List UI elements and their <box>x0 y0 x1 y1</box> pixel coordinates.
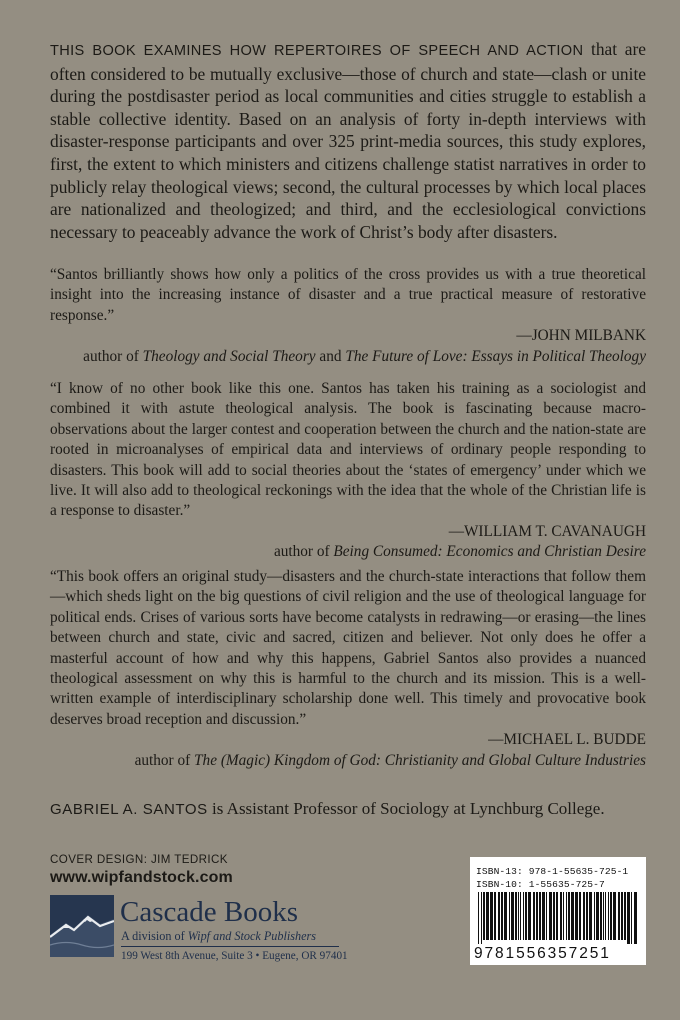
barcode-bar <box>518 892 519 940</box>
endorser-role <box>50 542 646 562</box>
endorser-name: —WILLIAM T. CAVANAUGH <box>448 522 646 540</box>
barcode-bar <box>542 892 545 940</box>
barcode-bar <box>624 892 626 940</box>
barcode-bar <box>498 892 500 940</box>
barcode-bar <box>525 892 527 940</box>
division-prefix: A division of <box>121 929 188 943</box>
barcode-bar <box>509 892 510 940</box>
role-prefix: author of <box>83 347 143 365</box>
title-separator: and <box>315 347 346 365</box>
endorsement-milbank <box>50 265 646 367</box>
barcode-bar <box>486 892 489 940</box>
endorsement-attribution <box>50 730 646 771</box>
barcode-bar <box>494 892 496 940</box>
barcode-bar <box>536 892 538 940</box>
work-title: Theology and Social Theory <box>142 347 316 365</box>
isbn-13: ISBN-13: 978-1-55635-725-1 <box>476 866 629 877</box>
work-title: The (Magic) Kingdom of God: Christianity and Global Culture Industries <box>194 751 646 769</box>
endorsement-quote: “This book offers an original study—disasters and the church-state interactions that follow them—which sheds light on the big questions of civil religion and the use of theological language for political ends. Crises of various sorts have become catalysts in redrawing—or erasing—the lines between church and state, civic and sacred, citizen and believer. Not only does he offer a masterful account of how and why this happens, Gabriel Santos also provides a nuanced theological assessment on why this is harmful to the church and its mission. This is a well-written example of interdisciplinary scholarship done well. This timely and provocative book deserves broad reception and discussion.” <box>50 568 646 728</box>
barcode-bar <box>556 892 558 940</box>
barcode-bar <box>596 892 599 940</box>
division-parent: Wipf and Stock Publishers <box>187 929 316 943</box>
publisher-name: Cascade Books <box>120 896 298 928</box>
barcode-bar <box>523 892 524 940</box>
barcode-bar <box>621 892 623 940</box>
barcode-bar <box>579 892 581 940</box>
barcode-bar <box>483 892 485 940</box>
barcode-bar <box>613 892 616 940</box>
barcode-bar <box>549 892 552 940</box>
barcode-bar <box>539 892 541 940</box>
barcode-bar <box>515 892 517 940</box>
endorser-name: —MICHAEL L. BUDDE <box>488 731 646 749</box>
barcode-bar <box>634 892 637 944</box>
publisher-address: 199 West 8th Avenue, Suite 3 • Eugene, OR 97401 <box>121 950 348 962</box>
isbn-10: ISBN-10: 1-55635-725-7 <box>476 879 605 890</box>
barcode-bar <box>566 892 567 940</box>
publisher-website[interactable]: www.wipfandstock.com <box>50 869 233 886</box>
isbn-barcode <box>470 857 646 965</box>
role-prefix: author of <box>273 543 334 561</box>
barcode-digits: 9781556357251 <box>474 945 611 962</box>
barcode-bar <box>481 892 482 944</box>
barcode-bar <box>533 892 535 940</box>
barcode-bar <box>627 892 630 944</box>
endorsement-budde <box>50 567 646 771</box>
barcode-bar <box>563 892 564 940</box>
author-bio-text: is Assistant Professor of Sociology at Lynchburg College. <box>207 799 605 818</box>
barcode-bars <box>476 892 640 944</box>
mountain-logo-icon <box>50 895 114 957</box>
barcode-bar <box>560 892 562 940</box>
barcode-bar <box>600 892 602 940</box>
barcode-bar <box>546 892 547 940</box>
endorsement-quote: “Santos brilliantly shows how only a politics of the cross provides us with a true theoretical insight into the increasing instance of disaster and a true practical measure of restorative response.” <box>50 266 646 324</box>
author-name: GABRIEL A. SANTOS <box>50 801 208 818</box>
barcode-bar <box>605 892 606 940</box>
barcode-bar <box>603 892 604 940</box>
barcode-bar <box>501 892 503 940</box>
barcode-bar <box>568 892 570 940</box>
barcode-bar <box>583 892 585 940</box>
barcode-bar <box>504 892 507 940</box>
imprint-divider <box>121 946 339 947</box>
description-lead: THIS BOOK EXAMINES HOW REPERTOIRES OF SPEECH AND ACTION <box>50 43 584 59</box>
barcode-bar <box>478 892 479 944</box>
barcode-bar <box>490 892 493 940</box>
barcode-bar <box>610 892 612 940</box>
author-bio <box>50 798 670 821</box>
publisher-imprint <box>50 895 350 965</box>
barcode-bar <box>511 892 514 940</box>
barcode-bar <box>528 892 531 940</box>
work-title: The Future of Love: Essays in Political Theology <box>345 347 646 365</box>
book-description <box>50 38 646 243</box>
barcode-bar <box>575 892 578 940</box>
work-title: Being Consumed: Economics and Christian Desire <box>333 543 646 561</box>
barcode-bar <box>553 892 555 940</box>
barcode-bar <box>631 892 632 944</box>
cover-design-credit: COVER DESIGN: JIM TEDRICK <box>50 853 228 866</box>
endorsement-attribution <box>50 326 646 367</box>
endorsement-cavanaugh <box>50 379 646 563</box>
endorsement-quote: “I know of no other book like this one. Santos has taken his training as a sociologist and combined it with astute theological analysis. The book is fascinating because macro- observations about the larger contest and cooperation between the church and the nation-state are rooted in microanalyses of empirical data and interviews of ordinary people responding to disasters. This book will add to social theories about the ‘states of emergency’ under which we live. It will also add to theological reckonings with the idea that the whole of the Christian life is a response to disaster.” <box>50 380 646 520</box>
barcode-bar <box>594 892 595 940</box>
barcode-bar <box>586 892 588 940</box>
endorser-role <box>50 347 646 367</box>
endorsement-attribution <box>50 522 646 563</box>
description-body: that are often considered to be mutually exclusive—those of church and state—clash or unite during the postdisaster period as local communities and cities struggle to establish a stable collective identity. Based on an analysis of forty in-depth interviews with disaster-response participants and over 325 print-media sources, this study explores, first, the extent to which ministers and citizens challenge statist narratives in order to publicly relay theological views; second, the cultural processes by which local places are nationalized and theologized; and third, and the ecclesiological convictions necessary to peaceably advance the work of Christ’s body after disasters. <box>50 39 646 242</box>
barcode-bar <box>589 892 592 940</box>
barcode-bar <box>618 892 620 940</box>
endorser-role <box>50 751 646 771</box>
role-prefix: author of <box>134 751 195 769</box>
endorser-name: —JOHN MILBANK <box>516 327 646 345</box>
barcode-bar <box>520 892 521 940</box>
barcode-bar <box>571 892 574 940</box>
barcode-bar <box>608 892 609 940</box>
publisher-division <box>121 929 316 944</box>
